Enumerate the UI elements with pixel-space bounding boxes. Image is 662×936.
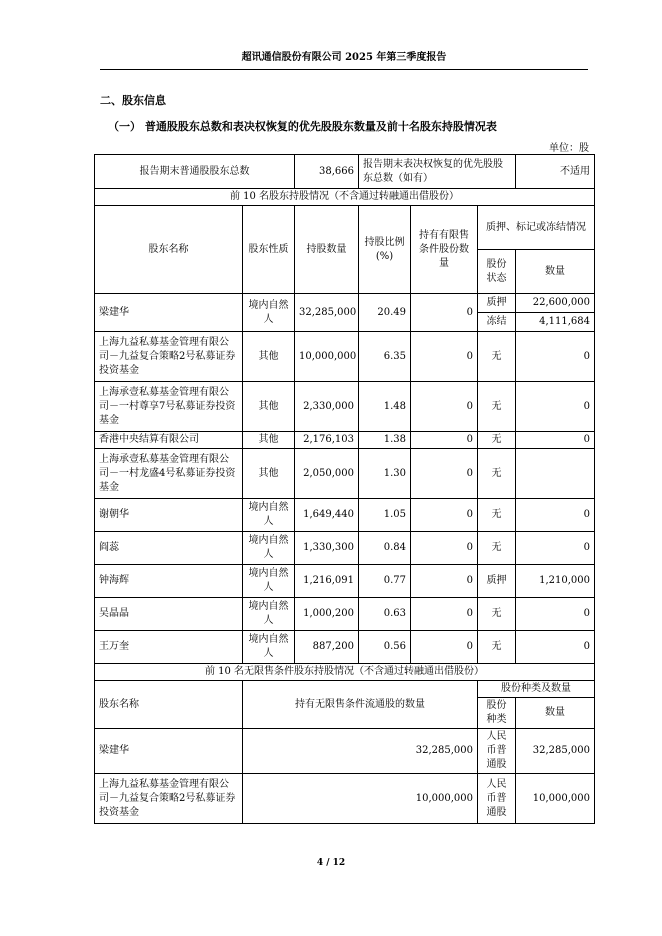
- pledge-status: 无: [478, 598, 516, 631]
- holder-nature: 境内自然人: [243, 499, 295, 532]
- u-holder-name: 上海九益私募基金管理有限公司－九益复合策略2号私募证券投资基金: [95, 774, 243, 824]
- table-row: [95, 294, 595, 313]
- holder-name: 谢朝华: [95, 499, 243, 532]
- holder-name: 上海九益私募基金管理有限公司－九益复合策略2号私募证券投资基金: [95, 332, 243, 382]
- top10-caption-row: [95, 189, 595, 206]
- table-row: [95, 631, 595, 664]
- holder-nature: 境内自然人: [243, 631, 295, 664]
- holder-nature: 其他: [243, 332, 295, 382]
- holder-ratio: 1.05: [359, 499, 411, 532]
- u-header-kind: 股份种类: [478, 698, 516, 729]
- header-name: 股东名称: [95, 206, 243, 294]
- header-shares: 持股数量: [295, 206, 359, 294]
- holder-shares: 2,330,000: [295, 382, 359, 432]
- u-header-kind-group: 股份种类及数量: [478, 681, 595, 698]
- u-holder-kind: 人民币普通股: [478, 774, 516, 824]
- table-row: [95, 729, 595, 774]
- holder-shares: 1,000,200: [295, 598, 359, 631]
- holder-shares: 887,200: [295, 631, 359, 664]
- holder-restricted: 0: [411, 631, 478, 664]
- pledge-status: 质押: [478, 565, 516, 598]
- pledge-qty: 4,111,684: [516, 313, 595, 332]
- summary-row: [95, 155, 595, 189]
- holder-restricted: 0: [411, 294, 478, 332]
- total-holders-label: 报告期末普通股股东总数: [95, 155, 295, 189]
- pledge-qty: 0: [516, 631, 595, 664]
- total-holders-value: 38,666: [295, 155, 359, 189]
- pref-holders-label: 报告期末表决权恢复的优先股股东总数（如有）: [359, 155, 516, 189]
- pledge-qty: 0: [516, 382, 595, 432]
- top10-caption: 前 10 名股东持股情况（不含通过转融通出借股份）: [95, 189, 595, 206]
- holder-ratio: 1.38: [359, 432, 411, 449]
- pledge-qty: 1,210,000: [516, 565, 595, 598]
- holder-name: 上海承壹私募基金管理有限公司－一村尊享7号私募证券投资基金: [95, 382, 243, 432]
- table-row: [95, 565, 595, 598]
- u-header-qty: 持有无限售条件流通股的数量: [243, 681, 478, 729]
- holder-shares: 1,216,091: [295, 565, 359, 598]
- shareholder-table: [94, 154, 595, 824]
- holder-restricted: 0: [411, 332, 478, 382]
- holder-restricted: 0: [411, 432, 478, 449]
- holder-nature: 其他: [243, 382, 295, 432]
- header-nature: 股东性质: [243, 206, 295, 294]
- holder-nature: 境内自然人: [243, 565, 295, 598]
- pledge-qty: 0: [516, 432, 595, 449]
- pledge-status: 无: [478, 332, 516, 382]
- unrestricted-caption: 前 10 名无限售条件股东持股情况（不含通过转融通出借股份）: [95, 664, 595, 681]
- pledge-status: 冻结: [478, 313, 516, 332]
- header-pledge-status: 股份状态: [478, 250, 516, 294]
- sub-title: （一） 普通股股东总数和表决权恢复的优先股股东数量及前十名股东持股情况表: [108, 120, 497, 133]
- holder-restricted: 0: [411, 598, 478, 631]
- holder-ratio: 0.77: [359, 565, 411, 598]
- pledge-status: 无: [478, 499, 516, 532]
- top10-header-row: [95, 206, 595, 250]
- holder-restricted: 0: [411, 382, 478, 432]
- header-pledge: 质押、标记或冻结情况: [478, 206, 595, 250]
- header-pledge-qty: 数量: [516, 250, 595, 294]
- u-holder-name: 梁建华: [95, 729, 243, 774]
- holder-restricted: 0: [411, 565, 478, 598]
- u-holder-qty: 32,285,000: [243, 729, 478, 774]
- table-row: [95, 332, 595, 382]
- page-number: 4 / 12: [316, 858, 346, 868]
- holder-ratio: 0.84: [359, 532, 411, 565]
- holder-name: 上海承壹私募基金管理有限公司－一村龙盛4号私募证券投资基金: [95, 449, 243, 499]
- pledge-qty: 0: [516, 332, 595, 382]
- holder-nature: 其他: [243, 432, 295, 449]
- holder-ratio: 6.35: [359, 332, 411, 382]
- table-row: [95, 774, 595, 824]
- pledge-status: 无: [478, 532, 516, 565]
- table-row: [95, 382, 595, 432]
- holder-shares: 10,000,000: [295, 332, 359, 382]
- pledge-status: 无: [478, 449, 516, 499]
- holder-shares: 2,050,000: [295, 449, 359, 499]
- u-holder-kind-qty: 32,285,000: [516, 729, 595, 774]
- u-header-name: 股东名称: [95, 681, 243, 729]
- unrestricted-caption-row: [95, 664, 595, 681]
- pledge-status: 质押: [478, 294, 516, 313]
- u-header-kind-qty: 数量: [516, 698, 595, 729]
- holder-restricted: 0: [411, 449, 478, 499]
- pledge-status: 无: [478, 631, 516, 664]
- table-row: [95, 432, 595, 449]
- holder-name: 吴晶晶: [95, 598, 243, 631]
- table-row: [95, 598, 595, 631]
- pledge-qty: 0: [516, 499, 595, 532]
- u-holder-qty: 10,000,000: [243, 774, 478, 824]
- holder-shares: 2,176,103: [295, 432, 359, 449]
- header-ratio: 持股比例(%): [359, 206, 411, 294]
- holder-name: 王万奎: [95, 631, 243, 664]
- holder-restricted: 0: [411, 532, 478, 565]
- table-row: [95, 532, 595, 565]
- holder-name: 钟海辉: [95, 565, 243, 598]
- unit-note: 单位：股: [549, 143, 589, 154]
- holder-shares: 1,330,300: [295, 532, 359, 565]
- holder-ratio: 20.49: [359, 294, 411, 332]
- pref-holders-value: 不适用: [516, 155, 595, 189]
- header-restricted: 持有有限售条件股份数量: [411, 206, 478, 294]
- holder-name: 香港中央结算有限公司: [95, 432, 243, 449]
- table-row: [95, 499, 595, 532]
- page-header: 超讯通信股份有限公司 2025 年第三季度报告: [100, 48, 588, 70]
- holder-name: 阎蕊: [95, 532, 243, 565]
- u-holder-kind: 人民币普通股: [478, 729, 516, 774]
- table-row: [95, 449, 595, 499]
- pledge-qty: 0: [516, 598, 595, 631]
- holder-name: 梁建华: [95, 294, 243, 332]
- u-holder-kind-qty: 10,000,000: [516, 774, 595, 824]
- holder-shares: 32,285,000: [295, 294, 359, 332]
- pledge-qty: 0: [516, 532, 595, 565]
- holder-ratio: 0.63: [359, 598, 411, 631]
- holder-nature: 境内自然人: [243, 598, 295, 631]
- pledge-status: 无: [478, 382, 516, 432]
- holder-ratio: 1.30: [359, 449, 411, 499]
- unrestricted-header-row: [95, 681, 595, 698]
- pledge-qty: [516, 449, 595, 499]
- holder-ratio: 1.48: [359, 382, 411, 432]
- holder-restricted: 0: [411, 499, 478, 532]
- holder-nature: 境内自然人: [243, 294, 295, 332]
- holder-ratio: 0.56: [359, 631, 411, 664]
- pledge-qty: 22,600,000: [516, 294, 595, 313]
- holder-nature: 其他: [243, 449, 295, 499]
- holder-nature: 境内自然人: [243, 532, 295, 565]
- pledge-status: 无: [478, 432, 516, 449]
- section-title: 二、股东信息: [100, 94, 166, 107]
- holder-shares: 1,649,440: [295, 499, 359, 532]
